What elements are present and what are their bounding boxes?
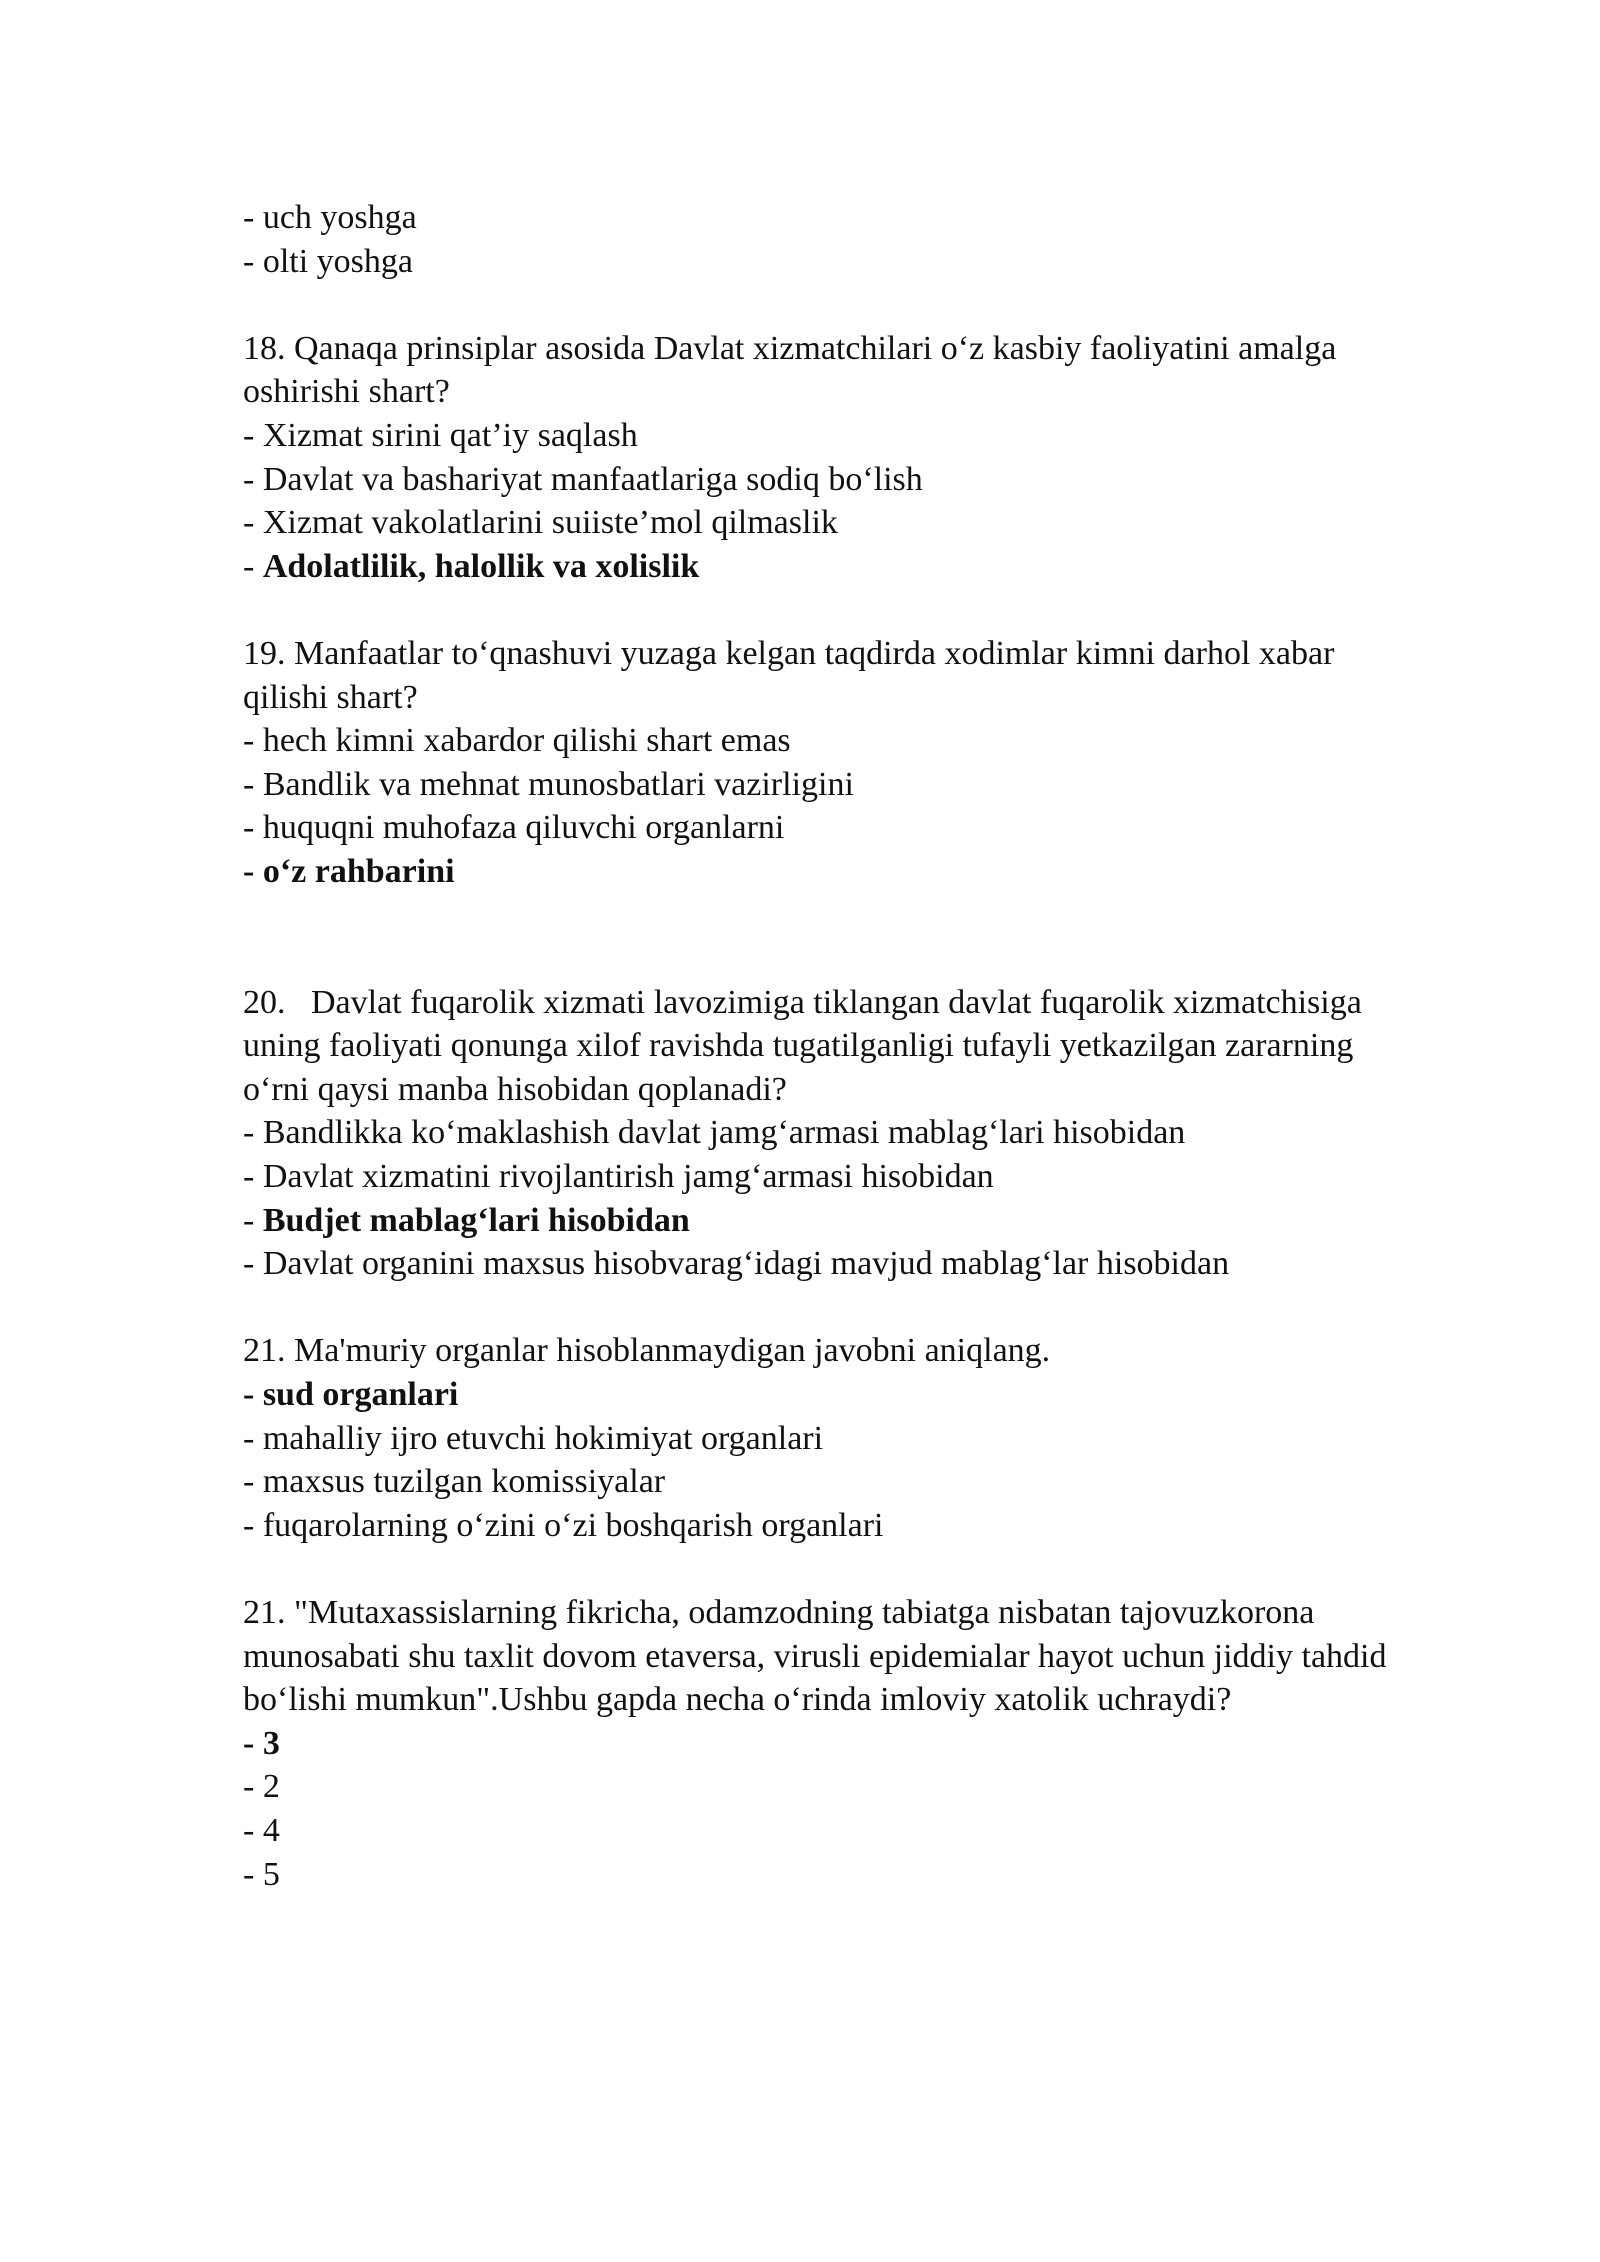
answer-option: - Bandlikka ko‘maklashish davlat jamg‘armasi mablag‘lari hisobidan <box>243 1114 1186 1152</box>
answer-option: - Davlat organini maxsus hisobvarag‘idagi mavjud mablag‘lar hisobidan <box>243 1245 1230 1283</box>
question-number: 19. <box>243 634 286 672</box>
question-text: 21. "Mutaxassislarning fikricha, odamzodning tabiatga nisbatan tajovuzkorona munosabati shu taxlit dovom etaversa, virusli epidemialar hayot uchun jiddiy tahdid bo‘lishi mumkun".Ushbu gapda necha o‘rinda imloviy xatolik uchraydi? <box>243 1594 1387 1719</box>
question-text: 20. Davlat fuqarolik xizmati lavozimiga tiklangan davlat fuqarolik xizmatchisiga uning faoliyati qonunga xilof ravishda tugatilganligi tufayli yetkazilgan zararning o‘rni qaysi manba hisobidan qoplanadi? <box>243 983 1362 1108</box>
answer-option: - olti yoshga <box>243 242 413 280</box>
question-number: 18. <box>243 329 286 367</box>
answer-option: - hech kimni xabardor qilishi shart emas <box>243 722 791 760</box>
correct-answer-option: - o‘z rahbarini <box>243 852 455 890</box>
question-text: 21. Ma'muriy organlar hisoblanmaydigan javobni aniqlang. <box>243 1332 1051 1370</box>
question-number: 21. <box>243 1594 286 1631</box>
correct-answer-option: - 3 <box>243 1724 280 1762</box>
question-text: 18. Qanaqa prinsiplar asosida Davlat xizmatchilari o‘z kasbiy faoliyatini amalga oshirishi shart? <box>243 329 1337 411</box>
answer-option: - 4 <box>243 1811 280 1849</box>
question-19 <box>243 632 1423 894</box>
question-18 <box>243 327 1423 589</box>
question-21-spelling <box>243 1591 1423 1896</box>
document-page <box>243 196 1423 1896</box>
answer-option: - maxsus tuzilgan komissiyalar <box>243 1463 666 1501</box>
answer-option: - huquqni muhofaza qiluvchi organlarni <box>243 809 785 847</box>
previous-question-options <box>243 196 1423 283</box>
correct-answer-option: - Adolatlilik, halollik va xolislik <box>243 547 700 585</box>
answer-option: - Xizmat sirini qat’iy saqlash <box>243 416 638 454</box>
answer-option: - mahalliy ijro etuvchi hokimiyat organlari <box>243 1419 824 1457</box>
correct-answer-option: - sud organlari <box>243 1376 459 1414</box>
answer-option: - 2 <box>243 1768 280 1806</box>
answer-option: - Bandlik va mehnat munosbatlari vazirligini <box>243 765 854 803</box>
question-text: 19. Manfaatlar to‘qnashuvi yuzaga kelgan taqdirda xodimlar kimni darhol xabar qilishi shart? <box>243 634 1335 716</box>
answer-option: - Davlat xizmatini rivojlantirish jamg‘armasi hisobidan <box>243 1158 994 1196</box>
question-20 <box>243 981 1423 1286</box>
answer-option: - fuqarolarning o‘zini o‘zi boshqarish organlari <box>243 1506 884 1544</box>
answer-option: - 5 <box>243 1855 280 1893</box>
question-number: 21. <box>243 1332 286 1370</box>
correct-answer-option: - Budjet mablag‘lari hisobidan <box>243 1201 690 1239</box>
answer-option: - uch yoshga <box>243 199 417 236</box>
question-number: 20. <box>243 983 286 1021</box>
answer-option: - Xizmat vakolatlarini suiiste’mol qilmaslik <box>243 504 838 542</box>
answer-option: - Davlat va bashariyat manfaatlariga sodiq bo‘lish <box>243 460 923 498</box>
question-21 <box>243 1329 1423 1547</box>
